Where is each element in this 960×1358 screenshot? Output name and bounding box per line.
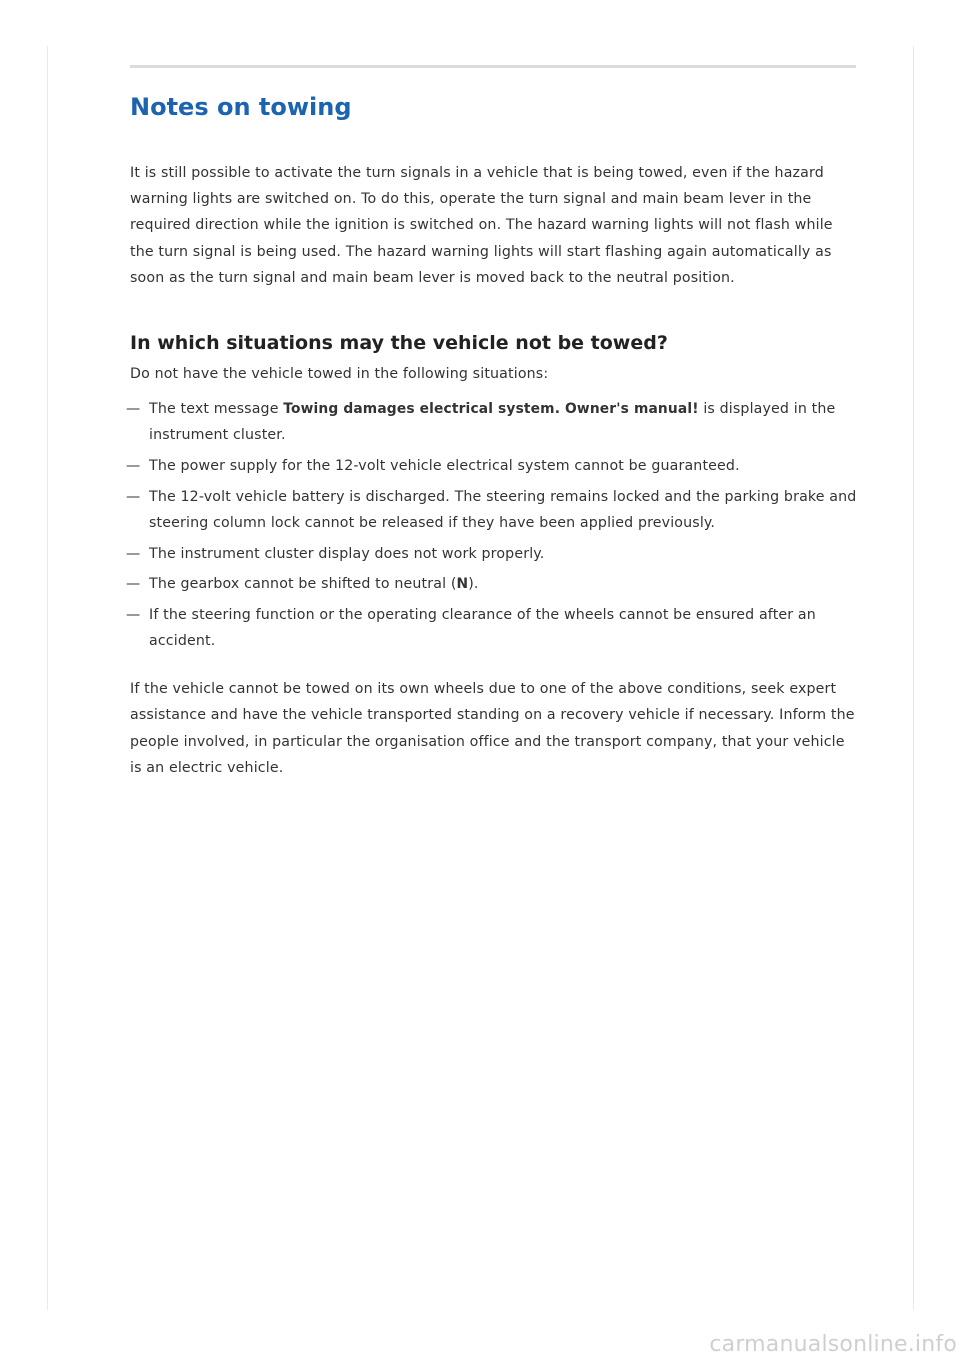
- left-margin-line: [47, 46, 48, 1310]
- section-heading: In which situations may the vehicle not be towed?: [130, 332, 668, 354]
- item-text: The 12-volt vehicle battery is discharged. The steering remains locked and the parking brake and steering column lock cannot be released if they have been applied previously.: [149, 488, 857, 531]
- item-text: The instrument cluster display does not work properly.: [149, 545, 545, 562]
- intro-paragraph: It is still possible to activate the turn signals in a vehicle that is being towed, even if the hazard warning lights are switched on. To do this, operate the turn signal and main beam lever in the required direction while the ignition is switched on. The hazard warning lights will not flash while the turn signal is being used. The hazard warning lights will start flashing again automatically as soon as the turn signal and main beam lever is moved back to the neutral position.: [130, 165, 833, 286]
- towing-restrictions-list: [126, 396, 860, 659]
- item-text: The power supply for the 12-volt vehicle electrical system cannot be guaranteed.: [149, 457, 740, 474]
- dash-bullet: —: [126, 576, 141, 593]
- dash-bullet: —: [126, 488, 141, 505]
- item-text-tail: is displayed in the instrument cluster.: [149, 401, 836, 444]
- top-divider: [130, 65, 856, 68]
- closing-paragraph: If the vehicle cannot be towed on its own wheels due to one of the above conditions, seek expert assistance and have the vehicle transported standing on a recovery vehicle if necessary. Inform the people involved, in particular the organisation office and the transport company, that your vehicle is an electric vehicle.: [130, 681, 855, 776]
- right-margin-line: [913, 46, 914, 1310]
- item-text: If the steering function or the operating clearance of the wheels cannot be ensured after an accident.: [149, 606, 816, 650]
- dash-bullet: —: [126, 545, 141, 562]
- item-text: The text message: [149, 401, 284, 417]
- list-item: [126, 571, 860, 597]
- neutral-gear-symbol: N: [456, 576, 469, 593]
- dash-bullet: —: [126, 457, 141, 474]
- item-text: The gearbox cannot be shifted to neutral (: [149, 576, 457, 593]
- display-message-text: Towing damages electrical system. Owner's manual!: [283, 401, 699, 417]
- list-item: [126, 541, 860, 567]
- section-lead: Do not have the vehicle towed in the following situations:: [130, 366, 549, 382]
- watermark: carmanualsonline.info: [709, 1332, 957, 1357]
- list-item: [126, 484, 860, 536]
- dash-bullet: —: [126, 401, 141, 417]
- item-text-tail: ).: [468, 576, 479, 593]
- page-title: Notes on towing: [130, 93, 352, 121]
- list-item: [126, 602, 860, 654]
- dash-bullet: —: [126, 606, 141, 623]
- list-item: [126, 396, 860, 448]
- list-item: [126, 453, 860, 479]
